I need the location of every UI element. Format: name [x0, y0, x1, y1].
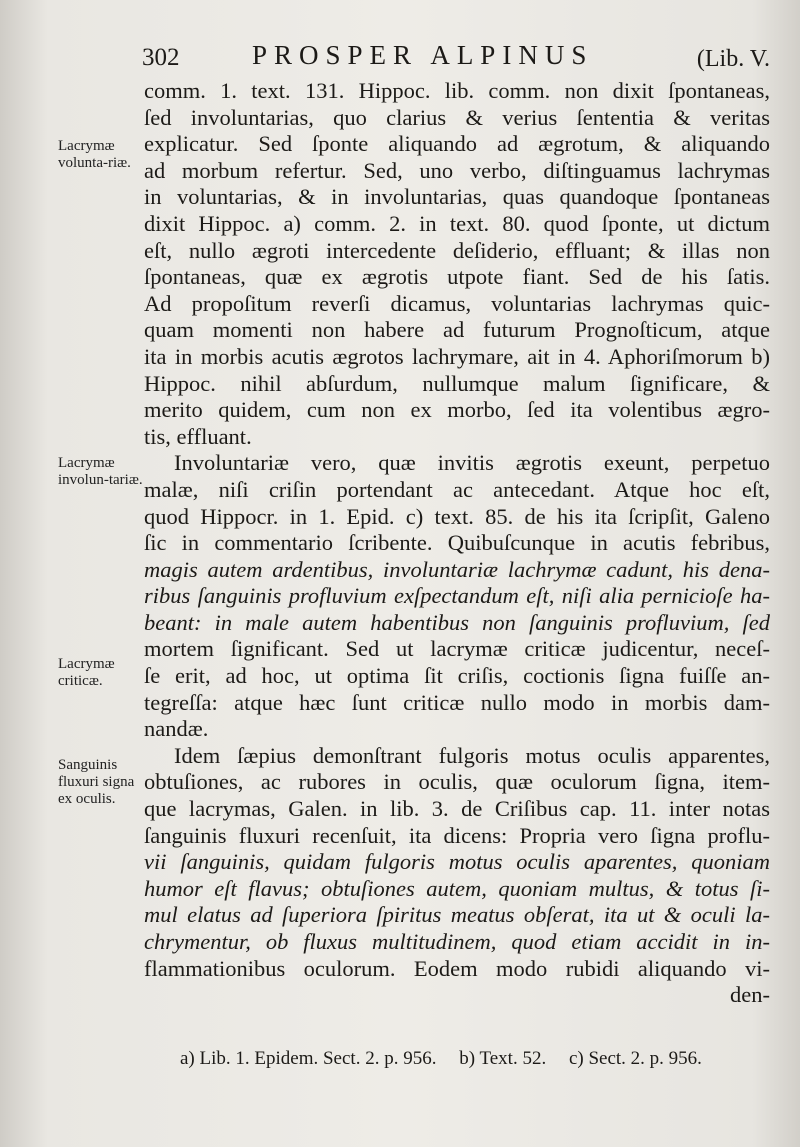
text-line: Involuntariæ vero, quæ invitis ægrotis exeunt, perpetuo — [174, 450, 770, 476]
text-line: humor eſt flavus; obtuſiones autem, quoniam multus, & totus ſi- — [144, 875, 770, 901]
text-line: magis autem ardentibus, involuntariæ lachrymæ cadunt, his dena- — [144, 556, 770, 582]
margin-note-critical-tears: Lacrymæ criticæ. — [58, 656, 115, 689]
margin-note-involuntary-tears: Lacrymæ involun-tariæ. — [58, 455, 143, 488]
footnote-c: c) Sect. 2. p. 956. — [568, 1048, 702, 1069]
text-line: ſpontaneas, quæ ex ægrotis utpote fiant. Sed de his ſatis. — [144, 264, 770, 290]
text-line: comm. 1. text. 131. Hippoc. lib. comm. non dixit ſpontaneas, — [144, 78, 770, 103]
text-line: tis, effluant. — [144, 423, 252, 449]
text-line: eſt, nullo ægroti intercedente deſiderio, effluant; & illas non — [144, 237, 770, 263]
text-line: ſed involuntarias, quo clarius & verius ſententia & veritas — [144, 104, 770, 130]
text-line: ſe erit, ad hoc, ut optima ſit criſis, coctionis ſigna fuiſſe an- — [144, 663, 770, 689]
text-line: malæ, niſi criſin portendant ac antecedant. Atque hoc eſt, — [144, 476, 770, 502]
text-line: que lacrymas, Galen. in lib. 3. de Criſibus cap. 11. inter notas — [144, 796, 770, 822]
text-line: beant: in male autem habentibus non ſanguinis profluvium, ſed — [144, 609, 770, 635]
page-number: 302 — [142, 44, 180, 71]
text-line: vii ſanguinis, quidam fulgoris motus oculis aparentes, quoniam — [144, 849, 770, 875]
text-line: mul elatus ad ſuperiora ſpiritus meatus obſerat, ita ut & oculi la- — [144, 902, 770, 928]
text-line: ad morbum refertur. Sed, uno verbo, diſtinguamus lachrymas — [144, 157, 770, 183]
text-line: dixit Hippoc. a) comm. 2. in text. 80. quod ſponte, ut dictum — [144, 210, 770, 236]
margin-note-blood-flux-signs: Sanguinis fluxuri signa ex oculis. — [58, 757, 135, 807]
book-reference: (Lib. V. — [696, 46, 770, 72]
running-header — [142, 40, 770, 74]
text-line: Hippoc. nihil abſurdum, nullumque malum ſignificare, & — [144, 370, 770, 396]
text-line: in voluntarias, & in involuntarias, quas quandoque ſpontaneas — [144, 184, 770, 210]
text-line: ſic in commentario ſcribente. Quibuſcunque in acutis febribus, — [144, 530, 770, 556]
footnote-b: b) Text. 52. — [459, 1048, 547, 1069]
text-line: chrymentur, ob fluxus multitudinem, quod etiam accidit in in- — [144, 929, 770, 954]
text-line: Ad propoſitum reverſi dicamus, voluntarias lachrymas quic- — [144, 290, 770, 316]
text-line: quam momenti non habere ad futurum Prognoſticum, atque — [144, 317, 770, 343]
text-line: ita in morbis acutis ægrotos lachrymare, ait in 4. Aphoriſmorum b) — [144, 343, 770, 369]
footnotes — [180, 1048, 740, 1070]
text-line: explicatur. Sed ſponte aliquando ad ægrotum, & aliquando — [144, 131, 770, 157]
text-line: tegreſſa: atque hæc ſunt criticæ nullo modo in morbis dam- — [144, 689, 770, 715]
main-text — [144, 78, 770, 1009]
text-line: ribus ſanguinis profluvium exſpectandum eſt, niſi alia pernicioſe ha- — [144, 583, 770, 609]
text-line: mortem ſignificant. Sed ut lacrymæ criticæ judicentur, neceſ- — [144, 636, 770, 662]
footnote-a: a) Lib. 1. Epidem. Sect. 2. p. 956. — [180, 1048, 437, 1069]
running-title: PROSPER ALPINUS — [252, 40, 594, 70]
text-line: Idem ſæpius demonſtrant fulgoris motus oculis apparentes, — [174, 742, 770, 768]
text-line: nandæ. — [144, 716, 209, 742]
text-line: merito quidem, cum non ex morbo, ſed ita volentibus ægro- — [144, 397, 770, 423]
text-line: quod Hippocr. in 1. Epid. c) text. 85. de his ita ſcripſit, Galeno — [144, 503, 770, 529]
margin-note-voluntary-tears: Lacrymæ volunta-riæ. — [58, 138, 131, 171]
text-line: obtuſiones, ac rubores in oculis, quæ oculorum ſigna, item- — [144, 769, 770, 795]
catchword: den- — [730, 982, 770, 1008]
text-line: ſanguinis fluxuri recenſuit, ita dicens: Propria vero ſigna proflu- — [144, 822, 770, 848]
text-line: flammationibus oculorum. Eodem modo rubidi aliquando vi- — [144, 955, 770, 981]
